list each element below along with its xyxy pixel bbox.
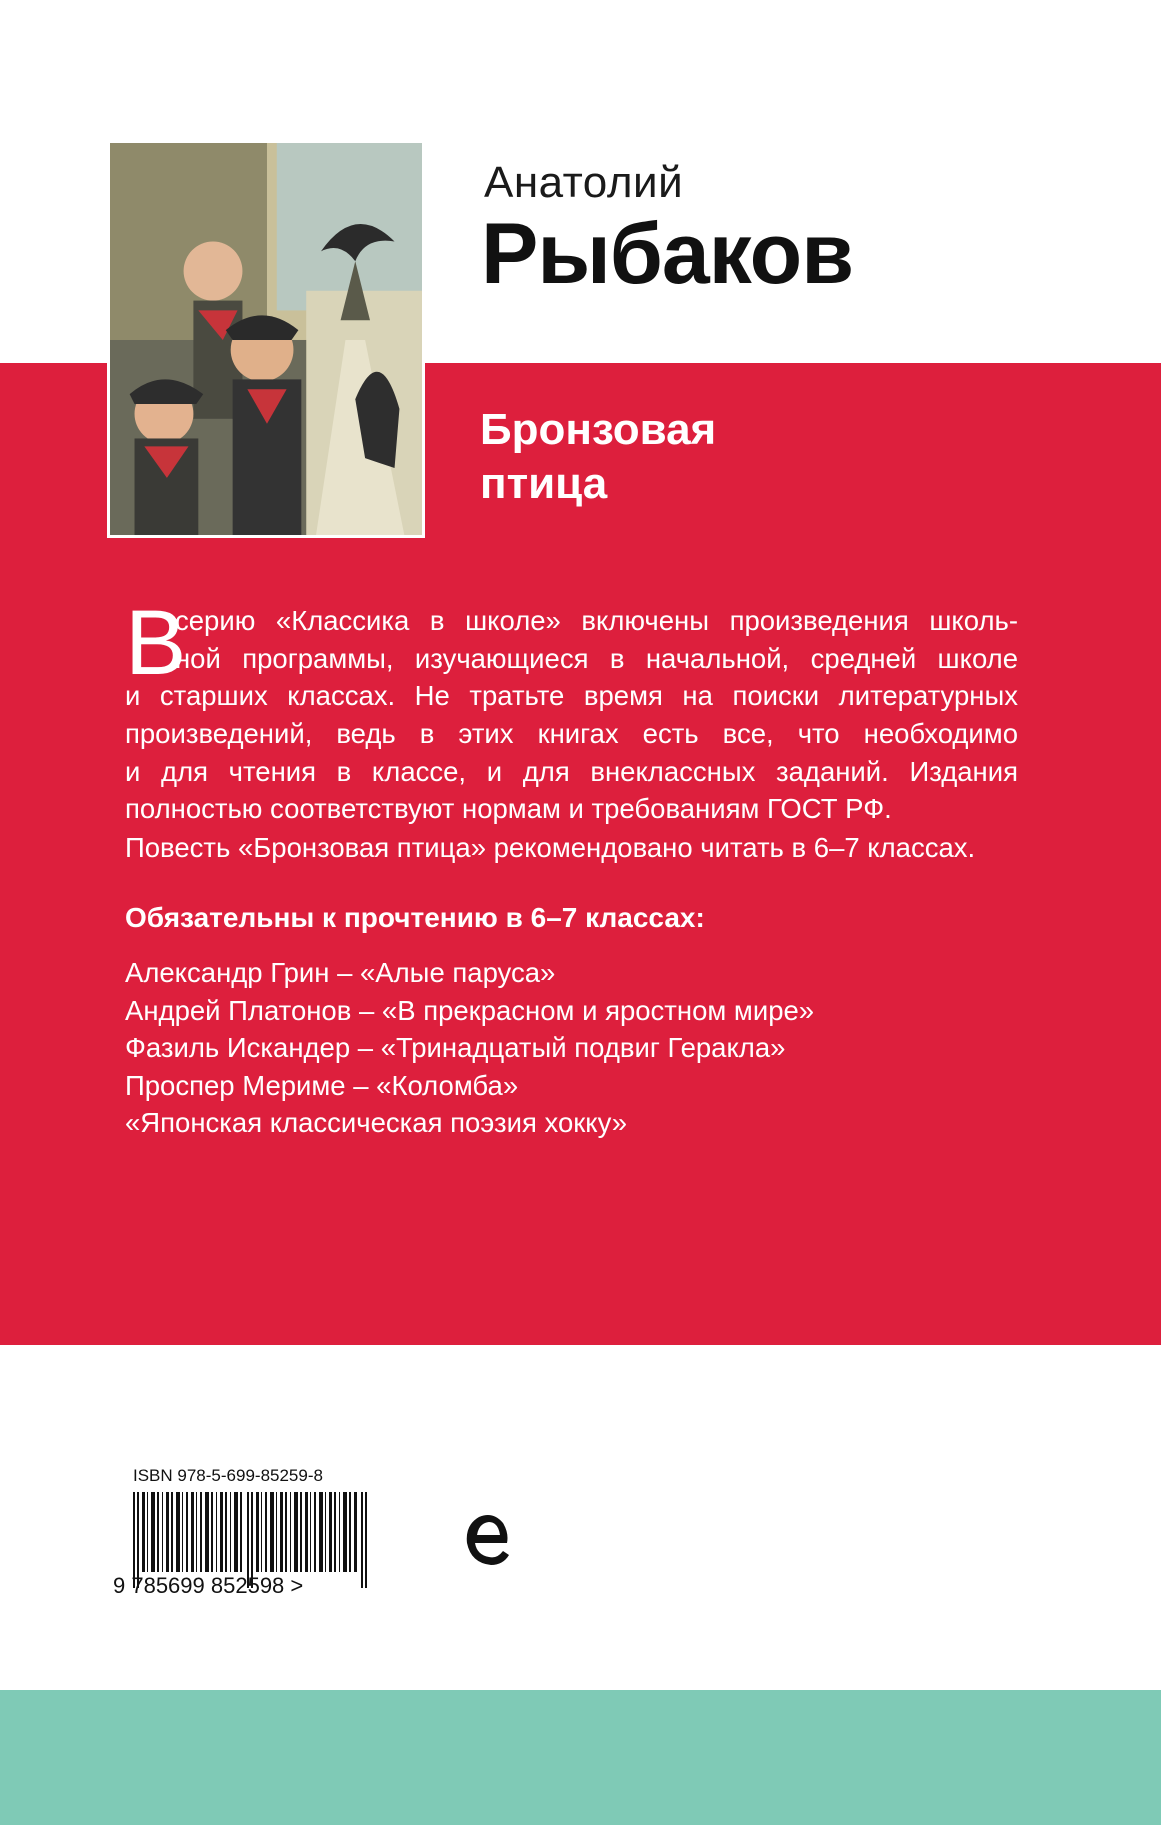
author-first-name: Анатолий: [484, 158, 684, 207]
required-reading-heading: Обязательны к прочтению в 6–7 классах:: [125, 902, 705, 933]
author-last-name: Рыбаков: [481, 206, 854, 302]
isbn-label: ISBN 978-5-699-85259-8: [133, 1466, 323, 1485]
description-line: и для чтения в классе, и для внеклассных заданий. Издания: [125, 755, 1018, 787]
description-line: серию «Классика в школе» включены произведения школь-: [175, 605, 1018, 636]
barcode-digits: 9 785699 852598 >: [113, 1573, 304, 1598]
book-title-line: птица: [480, 459, 608, 508]
book-title: [480, 403, 716, 511]
book-title-line: Бронзовая: [480, 405, 717, 454]
list-item: Александр Грин – «Алые паруса»: [125, 957, 556, 988]
recommendation-text: Повесть «Бронзовая птица» рекомендовано читать в 6–7 классах.: [125, 832, 976, 863]
description-line: и старших классах. Не тратьте время на поиски литературных: [125, 680, 1018, 712]
illustration-boys-with-crow: [110, 143, 422, 535]
description-line: полностью соответствуют нормам и требованиям ГОСТ РФ.: [125, 793, 892, 825]
description-line: ной программы, изучающиеся в начальной, средней школе: [175, 642, 1018, 674]
cover-illustration: [107, 140, 425, 538]
list-item: Андрей Платонов – «В прекрасном и яростном мире»: [125, 994, 815, 1026]
description-line: произведений, ведь в этих книгах есть все, что необходимо: [125, 718, 1018, 750]
list-item: «Японская классическая поэзия хокку»: [125, 1107, 627, 1138]
drop-cap: В: [125, 592, 187, 694]
list-item: Проспер Мериме – «Коломба»: [125, 1069, 519, 1101]
teal-bottom-band: [0, 1690, 1161, 1825]
series-description: [125, 592, 1018, 828]
required-reading-list: [125, 954, 814, 1142]
list-item: Фазиль Искандер – «Тринадцатый подвиг Геракла»: [125, 1032, 786, 1063]
publisher-logo-icon: [463, 1509, 513, 1571]
